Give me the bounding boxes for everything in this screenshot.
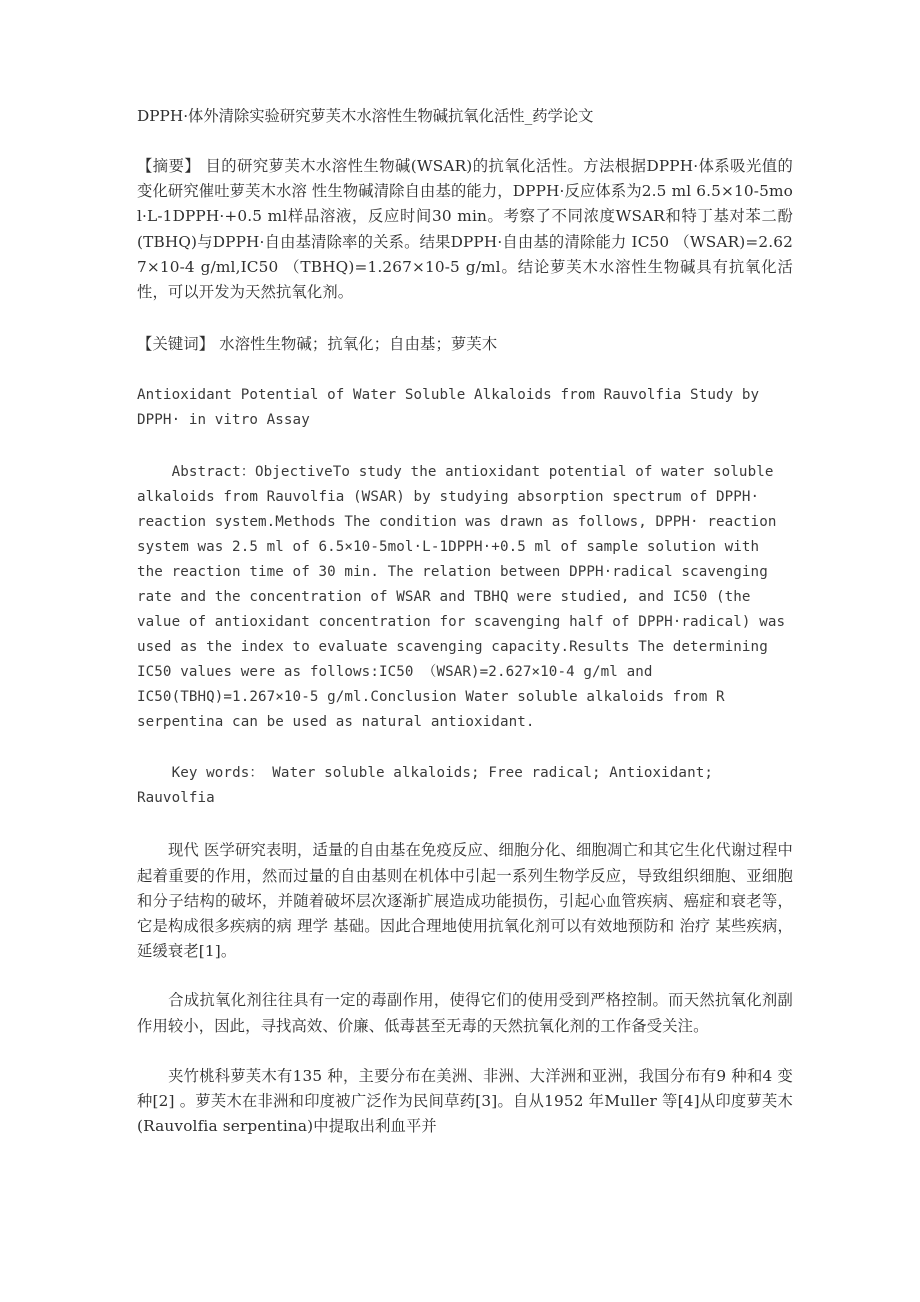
- body-paragraph: 现代 医学研究表明，适量的自由基在免疫反应、细胞分化、细胞凋亡和其它生化代谢过程中起着重要的作用，然而过量的自由基则在机体中引起一系列生物学反应，导致组织细胞、亚细胞和分子结构的破坏，并随着破坏层次逐渐扩展造成功能损伤，引起心血管疾病、癌症和衰老等，它是构成很多疾病的病 理学 基础。因此合理地使用抗氧化剂可以有效地预防和 治疗 某些疾病，延缓衰老[1]。: [137, 841, 793, 961]
- spacer: [137, 1039, 793, 1064]
- spacer: [137, 964, 793, 988]
- spacer: [137, 128, 793, 154]
- document-content: [137, 104, 793, 1139]
- body-paragraph: 夹竹桃科萝芙木有135 种，主要分布在美洲、非洲、大洋洲和亚洲，我国分布有9 种和4 变种[2] 。萝芙木在非洲和印度被广泛作为民间草药[3]。自从1952 年Muller 等[4]从印度萝芙木(Rauvolfia serpentina)中提取出利血平并: [137, 1066, 793, 1136]
- page-title: DPPH·体外清除实验研究萝芙木水溶性生物碱抗氧化活性_药学论文: [137, 107, 594, 125]
- spacer: [137, 305, 793, 332]
- spacer: [137, 357, 793, 383]
- spacer: [137, 433, 793, 460]
- english-abstract: Abstract：ObjectiveTo study the antioxidant potential of water soluble alkaloids from Rauvolfia (WSAR) by studying absorption spectrum of DPPH· reaction system.Methods The condition was drawn as follows, DPPH· reaction system was 2.5 ml of 6.5×10-5mol·L-1DPPH·+0.5 ml of sample solution with the reaction time of 30 min. The relation between DPPH·radical scavenging rate and the concentration of WSAR and TBHQ were studied, and IC50 (the value of antioxidant concentration for scavenging half of DPPH·radical) was used as the index to evaluate scavenging capacity.Results The determining IC50 values were as follows:IC50 （WSAR)=2.627×10-4 g/ml and IC50(TBHQ)=1.267×10-5 g/ml.Conclusion Water soluble alkaloids from R serpentina can be used as natural antioxidant.: [137, 464, 794, 731]
- chinese-abstract: 【摘要】 目的研究萝芙木水溶性生物碱(WSAR)的抗氧化活性。方法根据DPPH·体系吸光值的变化研究催吐萝芙木水溶 性生物碱清除自由基的能力，DPPH·反应体系为2.5 ml 6.5×10-5mol·L-1DPPH·+0.5 ml样品溶液，反应时间30 min。考察了不同浓度WSAR和特丁基对苯二酚(TBHQ)与DPPH·自由基清除率的关系。结果DPPH·自由基的清除能力 IC50 （WSAR)=2.627×10-4 g/ml,IC50 （TBHQ)=1.267×10-5 g/ml。结论萝芙木水溶性生物碱具有抗氧化活性，可以开发为天然抗氧化剂。: [137, 157, 793, 302]
- english-title: Antioxidant Potential of Water Soluble Alkaloids from Rauvolfia Study by DPPH· in vitro Assay: [137, 387, 760, 429]
- spacer: [137, 811, 793, 838]
- body-paragraph: 合成抗氧化剂往往具有一定的毒副作用，使得它们的使用受到严格控制。而天然抗氧化剂副作用较小，因此，寻找高效、价廉、低毒甚至无毒的天然抗氧化剂的工作备受关注。: [137, 991, 793, 1035]
- english-keywords: Key words： Water soluble alkaloids; Free radical; Antioxidant; Rauvolfia: [137, 765, 722, 807]
- spacer: [137, 735, 793, 761]
- chinese-keywords: 【关键词】 水溶性生物碱；抗氧化；自由基；萝芙木: [137, 335, 498, 354]
